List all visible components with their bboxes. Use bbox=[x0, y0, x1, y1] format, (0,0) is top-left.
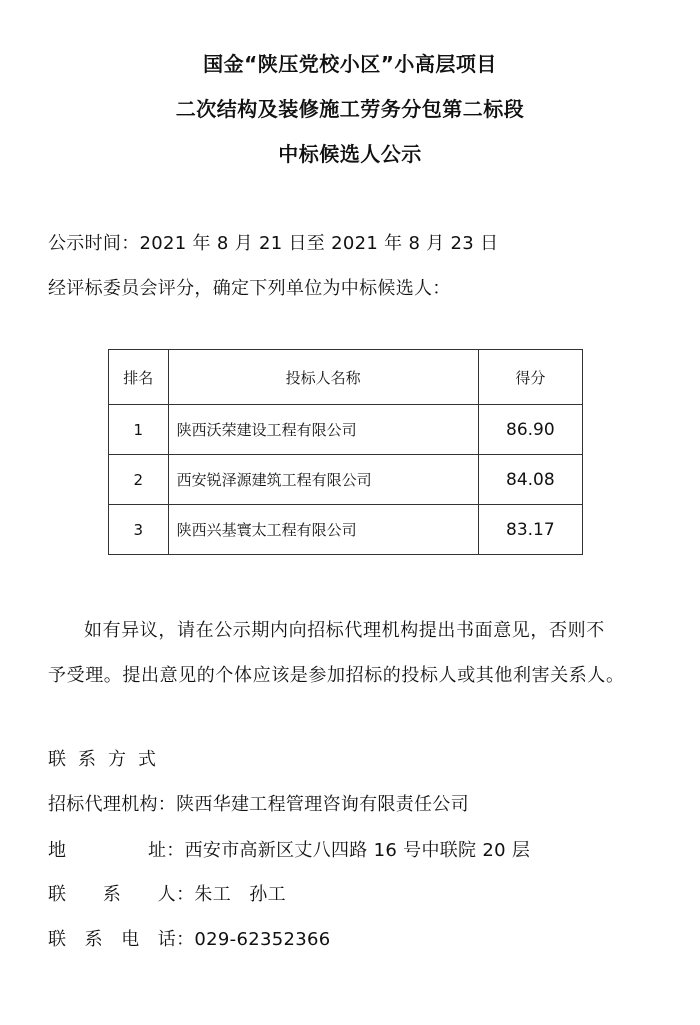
objection-paragraph bbox=[48, 608, 658, 698]
address-label-char: 地 bbox=[48, 840, 67, 861]
rank-cell: 2 bbox=[109, 455, 169, 505]
contact-address bbox=[48, 836, 530, 862]
objection-line-2: 予受理。提出意见的个体应该是参加招标的投标人或其他利害关系人。 bbox=[48, 665, 625, 686]
rank-cell: 1 bbox=[109, 405, 169, 455]
document-title-line-3: 中标候选人公示 bbox=[278, 142, 422, 166]
table-row bbox=[109, 455, 583, 505]
score-cell: 86.90 bbox=[478, 405, 582, 455]
header-bidder-name: 投标人名称 bbox=[168, 350, 478, 405]
header-rank: 排名 bbox=[109, 350, 169, 405]
phone-value: 029-62352366 bbox=[194, 929, 331, 950]
rank-cell: 3 bbox=[109, 505, 169, 555]
contact-heading: 联系方式 bbox=[48, 749, 168, 770]
agency-value: 陕西华建工程管理咨询有限责任公司 bbox=[176, 794, 469, 815]
table-row bbox=[109, 405, 583, 455]
candidate-table bbox=[108, 349, 583, 555]
document-title-line-1: 国金“陕压党校小区”小高层项目 bbox=[203, 52, 497, 76]
score-cell: 83.17 bbox=[478, 505, 582, 555]
table-row bbox=[109, 505, 583, 555]
header-score: 得分 bbox=[478, 350, 582, 405]
intro-text: 经评标委员会评分，确定下列单位为中标候选人： bbox=[48, 278, 451, 299]
person-label: 联 系 人： bbox=[48, 884, 195, 905]
objection-line-1: 如有异议，请在公示期内向招标代理机构提出书面意见，否则不 bbox=[84, 620, 605, 641]
document-title-line-2: 二次结构及装修施工劳务分包第二标段 bbox=[175, 97, 525, 121]
bidder-name-cell: 陕西沃荣建设工程有限公司 bbox=[168, 405, 478, 455]
phone-label: 联 系 电 话： bbox=[48, 929, 195, 950]
address-value: 西安市高新区丈八四路 16 号中联院 20 层 bbox=[184, 840, 531, 861]
table-header-row bbox=[109, 350, 583, 405]
contact-person bbox=[48, 880, 286, 906]
person-value: 朱工 孙工 bbox=[194, 884, 286, 905]
publicity-period: 公示时间：2021 年 8 月 21 日至 2021 年 8 月 23 日 bbox=[48, 233, 499, 254]
bidder-name-cell: 陕西兴基寰太工程有限公司 bbox=[168, 505, 478, 555]
score-cell: 84.08 bbox=[478, 455, 582, 505]
agency-label: 招标代理机构： bbox=[48, 794, 177, 815]
address-label-suffix: 址： bbox=[148, 840, 185, 861]
bidder-name-cell: 西安锐泽源建筑工程有限公司 bbox=[168, 455, 478, 505]
contact-agency bbox=[48, 790, 469, 816]
contact-phone bbox=[48, 925, 330, 951]
